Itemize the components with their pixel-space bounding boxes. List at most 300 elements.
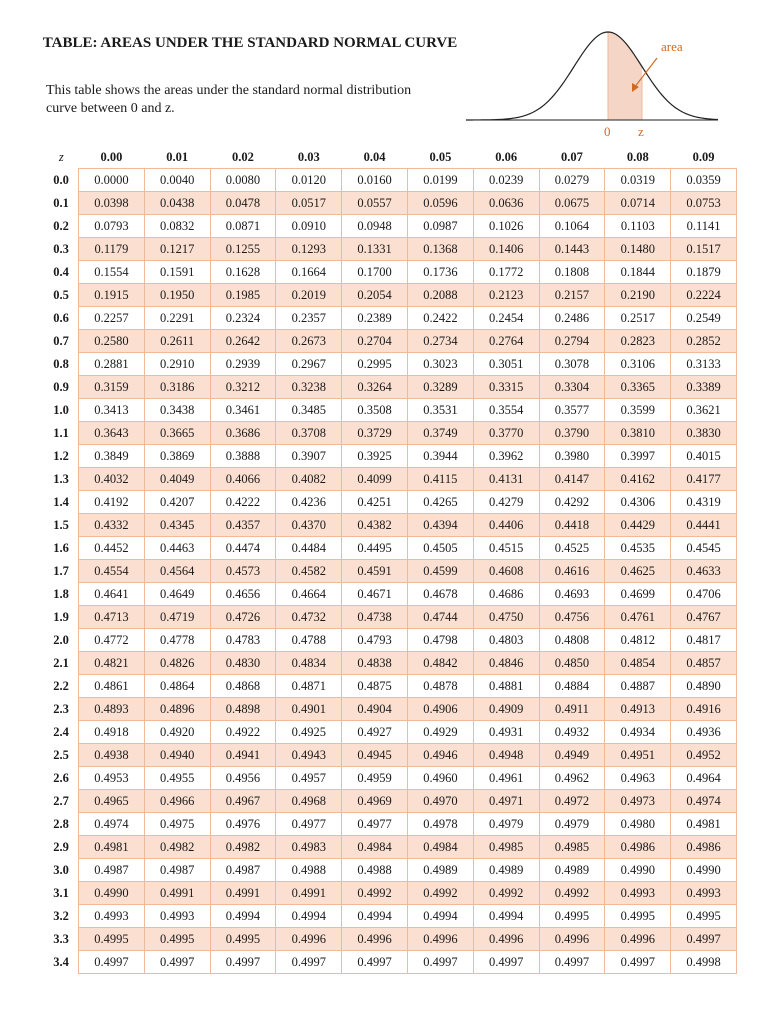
table-cell: 0.3907 — [276, 445, 342, 468]
table-row — [44, 261, 736, 284]
table-cell: 0.4980 — [605, 813, 671, 836]
table-cell: 0.4998 — [671, 951, 737, 974]
table-cell: 0.4599 — [407, 560, 473, 583]
table-cell: 0.0279 — [539, 169, 605, 192]
table-cell: 0.4893 — [79, 698, 145, 721]
row-z-label: 0.9 — [53, 379, 69, 394]
table-cell: 0.0636 — [473, 192, 539, 215]
table-cell: 0.4932 — [539, 721, 605, 744]
row-z-label: 1.2 — [53, 448, 69, 463]
table-cell: 0.4192 — [79, 491, 145, 514]
table-cell: 0.3289 — [407, 376, 473, 399]
table-row — [44, 514, 736, 537]
table-cell: 0.4177 — [671, 468, 737, 491]
table-cell: 0.0359 — [671, 169, 737, 192]
table-cell: 0.3944 — [407, 445, 473, 468]
table-cell: 0.4803 — [473, 629, 539, 652]
table-cell: 0.1591 — [144, 261, 210, 284]
row-z-label: 3.1 — [53, 885, 69, 900]
z-column-header: z — [58, 149, 64, 164]
table-cell: 0.4955 — [144, 767, 210, 790]
table-cell: 0.4990 — [605, 859, 671, 882]
table-cell: 0.2454 — [473, 307, 539, 330]
table-cell: 0.2580 — [79, 330, 145, 353]
table-cell: 0.1517 — [671, 238, 737, 261]
table-cell: 0.4750 — [473, 606, 539, 629]
table-row — [44, 698, 736, 721]
table-cell: 0.3770 — [473, 422, 539, 445]
table-cell: 0.4115 — [407, 468, 473, 491]
table-cell: 0.4989 — [473, 859, 539, 882]
table-cell: 0.4641 — [79, 583, 145, 606]
table-row — [44, 192, 736, 215]
table-cell: 0.4898 — [210, 698, 276, 721]
table-cell: 0.3749 — [407, 422, 473, 445]
table-cell: 0.4564 — [144, 560, 210, 583]
table-cell: 0.0871 — [210, 215, 276, 238]
table-row — [44, 307, 736, 330]
table-cell: 0.4808 — [539, 629, 605, 652]
table-cell: 0.4986 — [671, 836, 737, 859]
table-cell: 0.2123 — [473, 284, 539, 307]
table-cell: 0.4974 — [671, 790, 737, 813]
table-cell: 0.4744 — [407, 606, 473, 629]
table-cell: 0.4957 — [276, 767, 342, 790]
table-cell: 0.4931 — [473, 721, 539, 744]
table-cell: 0.3621 — [671, 399, 737, 422]
table-cell: 0.3888 — [210, 445, 276, 468]
table-cell: 0.4452 — [79, 537, 145, 560]
table-cell: 0.4896 — [144, 698, 210, 721]
table-cell: 0.4738 — [342, 606, 408, 629]
table-cell: 0.1406 — [473, 238, 539, 261]
column-header: 0.04 — [363, 149, 386, 164]
page-title: TABLE: AREAS UNDER THE STANDARD NORMAL CURVE — [42, 35, 458, 51]
table-row — [44, 652, 736, 675]
table-cell: 0.4279 — [473, 491, 539, 514]
table-cell: 0.2324 — [210, 307, 276, 330]
table-row — [44, 238, 736, 261]
table-cell: 0.4997 — [539, 951, 605, 974]
table-cell: 0.1950 — [144, 284, 210, 307]
table-cell: 0.4406 — [473, 514, 539, 537]
table-row — [44, 468, 736, 491]
table-cell: 0.4686 — [473, 583, 539, 606]
table-cell: 0.3962 — [473, 445, 539, 468]
row-z-label: 0.5 — [53, 287, 69, 302]
table-cell: 0.3729 — [342, 422, 408, 445]
row-z-label: 2.9 — [53, 839, 69, 854]
table-cell: 0.2054 — [342, 284, 408, 307]
table-row — [44, 859, 736, 882]
table-cell: 0.4973 — [605, 790, 671, 813]
table-cell: 0.4996 — [407, 928, 473, 951]
table-row — [44, 422, 736, 445]
table-cell: 0.3665 — [144, 422, 210, 445]
area-label: area — [661, 39, 683, 54]
table-cell: 0.1443 — [539, 238, 605, 261]
table-cell: 0.4981 — [79, 836, 145, 859]
table-cell: 0.4732 — [276, 606, 342, 629]
table-cell: 0.4985 — [539, 836, 605, 859]
table-cell: 0.0753 — [671, 192, 737, 215]
table-cell: 0.3643 — [79, 422, 145, 445]
table-cell: 0.4693 — [539, 583, 605, 606]
table-cell: 0.4222 — [210, 491, 276, 514]
table-cell: 0.0948 — [342, 215, 408, 238]
table-row — [44, 215, 736, 238]
row-z-label: 1.7 — [53, 563, 69, 578]
table-cell: 0.4948 — [473, 744, 539, 767]
table-row — [44, 675, 736, 698]
table-cell: 0.4994 — [342, 905, 408, 928]
table-cell: 0.4996 — [605, 928, 671, 951]
table-cell: 0.2939 — [210, 353, 276, 376]
table-cell: 0.4975 — [144, 813, 210, 836]
table-cell: 0.4983 — [276, 836, 342, 859]
table-cell: 0.4987 — [210, 859, 276, 882]
table-cell: 0.1179 — [79, 238, 145, 261]
table-cell: 0.4984 — [342, 836, 408, 859]
table-cell: 0.4956 — [210, 767, 276, 790]
table-cell: 0.4616 — [539, 560, 605, 583]
table-cell: 0.3577 — [539, 399, 605, 422]
table-cell: 0.4495 — [342, 537, 408, 560]
table-cell: 0.4951 — [605, 744, 671, 767]
table-cell: 0.4992 — [342, 882, 408, 905]
table-cell: 0.4357 — [210, 514, 276, 537]
table-cell: 0.4906 — [407, 698, 473, 721]
table-row — [44, 951, 736, 974]
table-cell: 0.3790 — [539, 422, 605, 445]
table-row — [44, 583, 736, 606]
table-cell: 0.4719 — [144, 606, 210, 629]
table-cell: 0.3997 — [605, 445, 671, 468]
table-cell: 0.4995 — [671, 905, 737, 928]
table-cell: 0.3133 — [671, 353, 737, 376]
table-cell: 0.3438 — [144, 399, 210, 422]
table-cell: 0.4474 — [210, 537, 276, 560]
table-cell: 0.4961 — [473, 767, 539, 790]
table-cell: 0.2549 — [671, 307, 737, 330]
column-header: 0.00 — [100, 149, 123, 164]
row-z-label: 1.3 — [53, 471, 69, 486]
table-cell: 0.4938 — [79, 744, 145, 767]
zero-label: 0 — [604, 124, 611, 139]
table-cell: 0.4996 — [342, 928, 408, 951]
table-row — [44, 790, 736, 813]
table-cell: 0.4994 — [210, 905, 276, 928]
table-cell: 0.4959 — [342, 767, 408, 790]
table-cell: 0.0319 — [605, 169, 671, 192]
table-cell: 0.1772 — [473, 261, 539, 284]
row-z-label: 2.4 — [53, 724, 69, 739]
table-cell: 0.1985 — [210, 284, 276, 307]
table-cell: 0.0438 — [144, 192, 210, 215]
table-cell: 0.4463 — [144, 537, 210, 560]
table-cell: 0.0199 — [407, 169, 473, 192]
row-z-label: 1.8 — [53, 586, 69, 601]
table-cell: 0.4960 — [407, 767, 473, 790]
table-cell: 0.4985 — [473, 836, 539, 859]
table-cell: 0.0517 — [276, 192, 342, 215]
table-row — [44, 284, 736, 307]
table-cell: 0.4793 — [342, 629, 408, 652]
table-cell: 0.4996 — [539, 928, 605, 951]
table-cell: 0.4940 — [144, 744, 210, 767]
row-z-label: 2.8 — [53, 816, 69, 831]
table-row — [44, 767, 736, 790]
table-cell: 0.4032 — [79, 468, 145, 491]
table-cell: 0.4649 — [144, 583, 210, 606]
table-row — [44, 353, 736, 376]
row-z-label: 1.4 — [53, 494, 69, 509]
table-row — [44, 330, 736, 353]
table-cell: 0.4236 — [276, 491, 342, 514]
table-cell: 0.4251 — [342, 491, 408, 514]
table-cell: 0.4994 — [276, 905, 342, 928]
table-cell: 0.2881 — [79, 353, 145, 376]
table-cell: 0.4429 — [605, 514, 671, 537]
table-cell: 0.4798 — [407, 629, 473, 652]
column-header: 0.09 — [692, 149, 715, 164]
table-cell: 0.2389 — [342, 307, 408, 330]
table-cell: 0.4817 — [671, 629, 737, 652]
table-cell: 0.4988 — [276, 859, 342, 882]
table-cell: 0.2673 — [276, 330, 342, 353]
table-cell: 0.0478 — [210, 192, 276, 215]
table-cell: 0.4878 — [407, 675, 473, 698]
table-cell: 0.3023 — [407, 353, 473, 376]
table-cell: 0.4861 — [79, 675, 145, 698]
table-cell: 0.4345 — [144, 514, 210, 537]
table-cell: 0.3106 — [605, 353, 671, 376]
table-cell: 0.3078 — [539, 353, 605, 376]
table-cell: 0.1700 — [342, 261, 408, 284]
table-cell: 0.4920 — [144, 721, 210, 744]
table-cell: 0.2157 — [539, 284, 605, 307]
table-cell: 0.4706 — [671, 583, 737, 606]
table-description: This table shows the areas under the standard normal distribution curve between 0 and z. — [46, 83, 412, 116]
row-z-label: 1.6 — [53, 540, 69, 555]
table-cell: 0.4875 — [342, 675, 408, 698]
table-cell: 0.3315 — [473, 376, 539, 399]
table-cell: 0.2734 — [407, 330, 473, 353]
table-cell: 0.3980 — [539, 445, 605, 468]
table-cell: 0.4207 — [144, 491, 210, 514]
table-cell: 0.4834 — [276, 652, 342, 675]
column-header: 0.02 — [232, 149, 254, 164]
table-cell: 0.4986 — [605, 836, 671, 859]
table-cell: 0.4890 — [671, 675, 737, 698]
table-cell: 0.4854 — [605, 652, 671, 675]
row-z-label: 3.2 — [53, 908, 69, 923]
table-cell: 0.4699 — [605, 583, 671, 606]
table-cell: 0.0596 — [407, 192, 473, 215]
table-cell: 0.2910 — [144, 353, 210, 376]
column-header: 0.05 — [429, 149, 452, 164]
table-cell: 0.3810 — [605, 422, 671, 445]
table-cell: 0.1293 — [276, 238, 342, 261]
table-cell: 0.4916 — [671, 698, 737, 721]
table-cell: 0.2611 — [144, 330, 210, 353]
table-cell: 0.4982 — [144, 836, 210, 859]
table-cell: 0.4525 — [539, 537, 605, 560]
row-z-label: 2.3 — [53, 701, 69, 716]
table-cell: 0.1331 — [342, 238, 408, 261]
table-cell: 0.2823 — [605, 330, 671, 353]
table-cell: 0.3925 — [342, 445, 408, 468]
table-cell: 0.2224 — [671, 284, 737, 307]
row-z-label: 3.0 — [53, 862, 69, 877]
table-cell: 0.3212 — [210, 376, 276, 399]
table-cell: 0.4625 — [605, 560, 671, 583]
table-cell: 0.4778 — [144, 629, 210, 652]
table-row — [44, 445, 736, 468]
table-cell: 0.4972 — [539, 790, 605, 813]
table-cell: 0.0239 — [473, 169, 539, 192]
table-cell: 0.0910 — [276, 215, 342, 238]
table-cell: 0.4925 — [276, 721, 342, 744]
table-cell: 0.4987 — [144, 859, 210, 882]
table-cell: 0.4812 — [605, 629, 671, 652]
table-cell: 0.3264 — [342, 376, 408, 399]
table-cell: 0.4783 — [210, 629, 276, 652]
table-cell: 0.4936 — [671, 721, 737, 744]
table-cell: 0.4997 — [605, 951, 671, 974]
table-cell: 0.4726 — [210, 606, 276, 629]
row-z-label: 3.4 — [53, 954, 69, 969]
table-cell: 0.3869 — [144, 445, 210, 468]
table-cell: 0.4943 — [276, 744, 342, 767]
row-z-label: 0.6 — [53, 310, 69, 325]
table-cell: 0.4772 — [79, 629, 145, 652]
row-z-label: 0.0 — [53, 172, 69, 187]
table-cell: 0.4573 — [210, 560, 276, 583]
table-cell: 0.0120 — [276, 169, 342, 192]
table-cell: 0.1255 — [210, 238, 276, 261]
table-cell: 0.4953 — [79, 767, 145, 790]
table-cell: 0.4994 — [473, 905, 539, 928]
table-row — [44, 629, 736, 652]
row-z-label: 2.5 — [53, 747, 69, 762]
table-cell: 0.4990 — [79, 882, 145, 905]
table-cell: 0.4382 — [342, 514, 408, 537]
row-z-label: 2.6 — [53, 770, 69, 785]
table-cell: 0.3531 — [407, 399, 473, 422]
table-cell: 0.4864 — [144, 675, 210, 698]
table-cell: 0.4922 — [210, 721, 276, 744]
table-cell: 0.1664 — [276, 261, 342, 284]
row-z-label: 1.5 — [53, 517, 69, 532]
table-cell: 0.1368 — [407, 238, 473, 261]
table-cell: 0.4515 — [473, 537, 539, 560]
table-cell: 0.3238 — [276, 376, 342, 399]
table-cell: 0.4761 — [605, 606, 671, 629]
table-cell: 0.0040 — [144, 169, 210, 192]
table-cell: 0.4974 — [79, 813, 145, 836]
row-z-label: 0.7 — [53, 333, 69, 348]
column-header: 0.03 — [297, 149, 320, 164]
table-cell: 0.4977 — [276, 813, 342, 836]
table-cell: 0.3461 — [210, 399, 276, 422]
table-cell: 0.4946 — [407, 744, 473, 767]
table-cell: 0.4991 — [210, 882, 276, 905]
table-cell: 0.2019 — [276, 284, 342, 307]
table-cell: 0.4265 — [407, 491, 473, 514]
table-cell: 0.4713 — [79, 606, 145, 629]
table-cell: 0.4997 — [210, 951, 276, 974]
row-z-label: 2.0 — [53, 632, 69, 647]
table-cell: 0.4049 — [144, 468, 210, 491]
table-row — [44, 169, 736, 192]
table-cell: 0.4554 — [79, 560, 145, 583]
table-row — [44, 721, 736, 744]
table-row — [44, 813, 736, 836]
table-cell: 0.4969 — [342, 790, 408, 813]
table-cell: 0.4319 — [671, 491, 737, 514]
table-cell: 0.4881 — [473, 675, 539, 698]
table-cell: 0.4901 — [276, 698, 342, 721]
table-cell: 0.4927 — [342, 721, 408, 744]
table-cell: 0.4394 — [407, 514, 473, 537]
table-cell: 0.4993 — [144, 905, 210, 928]
table-cell: 0.4871 — [276, 675, 342, 698]
table-cell: 0.4970 — [407, 790, 473, 813]
table-cell: 0.3708 — [276, 422, 342, 445]
table-cell: 0.4830 — [210, 652, 276, 675]
table-cell: 0.4535 — [605, 537, 671, 560]
table-cell: 0.4842 — [407, 652, 473, 675]
table-cell: 0.4949 — [539, 744, 605, 767]
table-cell: 0.3186 — [144, 376, 210, 399]
row-z-label: 0.2 — [53, 218, 69, 233]
table-cell: 0.4995 — [210, 928, 276, 951]
table-cell: 0.4997 — [473, 951, 539, 974]
table-cell: 0.4591 — [342, 560, 408, 583]
table-cell: 0.3485 — [276, 399, 342, 422]
table-cell: 0.4418 — [539, 514, 605, 537]
table-cell: 0.4990 — [671, 859, 737, 882]
table-cell: 0.4981 — [671, 813, 737, 836]
table-cell: 0.4911 — [539, 698, 605, 721]
table-cell: 0.4162 — [605, 468, 671, 491]
table-cell: 0.4099 — [342, 468, 408, 491]
table-cell: 0.4992 — [473, 882, 539, 905]
table-cell: 0.4995 — [144, 928, 210, 951]
table-cell: 0.4993 — [671, 882, 737, 905]
table-cell: 0.4929 — [407, 721, 473, 744]
table-cell: 0.4292 — [539, 491, 605, 514]
table-cell: 0.4991 — [276, 882, 342, 905]
table-cell: 0.4913 — [605, 698, 671, 721]
column-header: 0.07 — [561, 149, 583, 164]
table-cell: 0.4984 — [407, 836, 473, 859]
table-cell: 0.4582 — [276, 560, 342, 583]
table-cell: 0.4082 — [276, 468, 342, 491]
z-table — [44, 146, 737, 974]
table-cell: 0.4015 — [671, 445, 737, 468]
table-cell: 0.4678 — [407, 583, 473, 606]
table-cell: 0.2967 — [276, 353, 342, 376]
table-cell: 0.2357 — [276, 307, 342, 330]
table-cell: 0.4945 — [342, 744, 408, 767]
table-cell: 0.4995 — [539, 905, 605, 928]
table-cell: 0.0080 — [210, 169, 276, 192]
table-cell: 0.4996 — [473, 928, 539, 951]
table-cell: 0.4978 — [407, 813, 473, 836]
table-cell: 0.0000 — [79, 169, 145, 192]
